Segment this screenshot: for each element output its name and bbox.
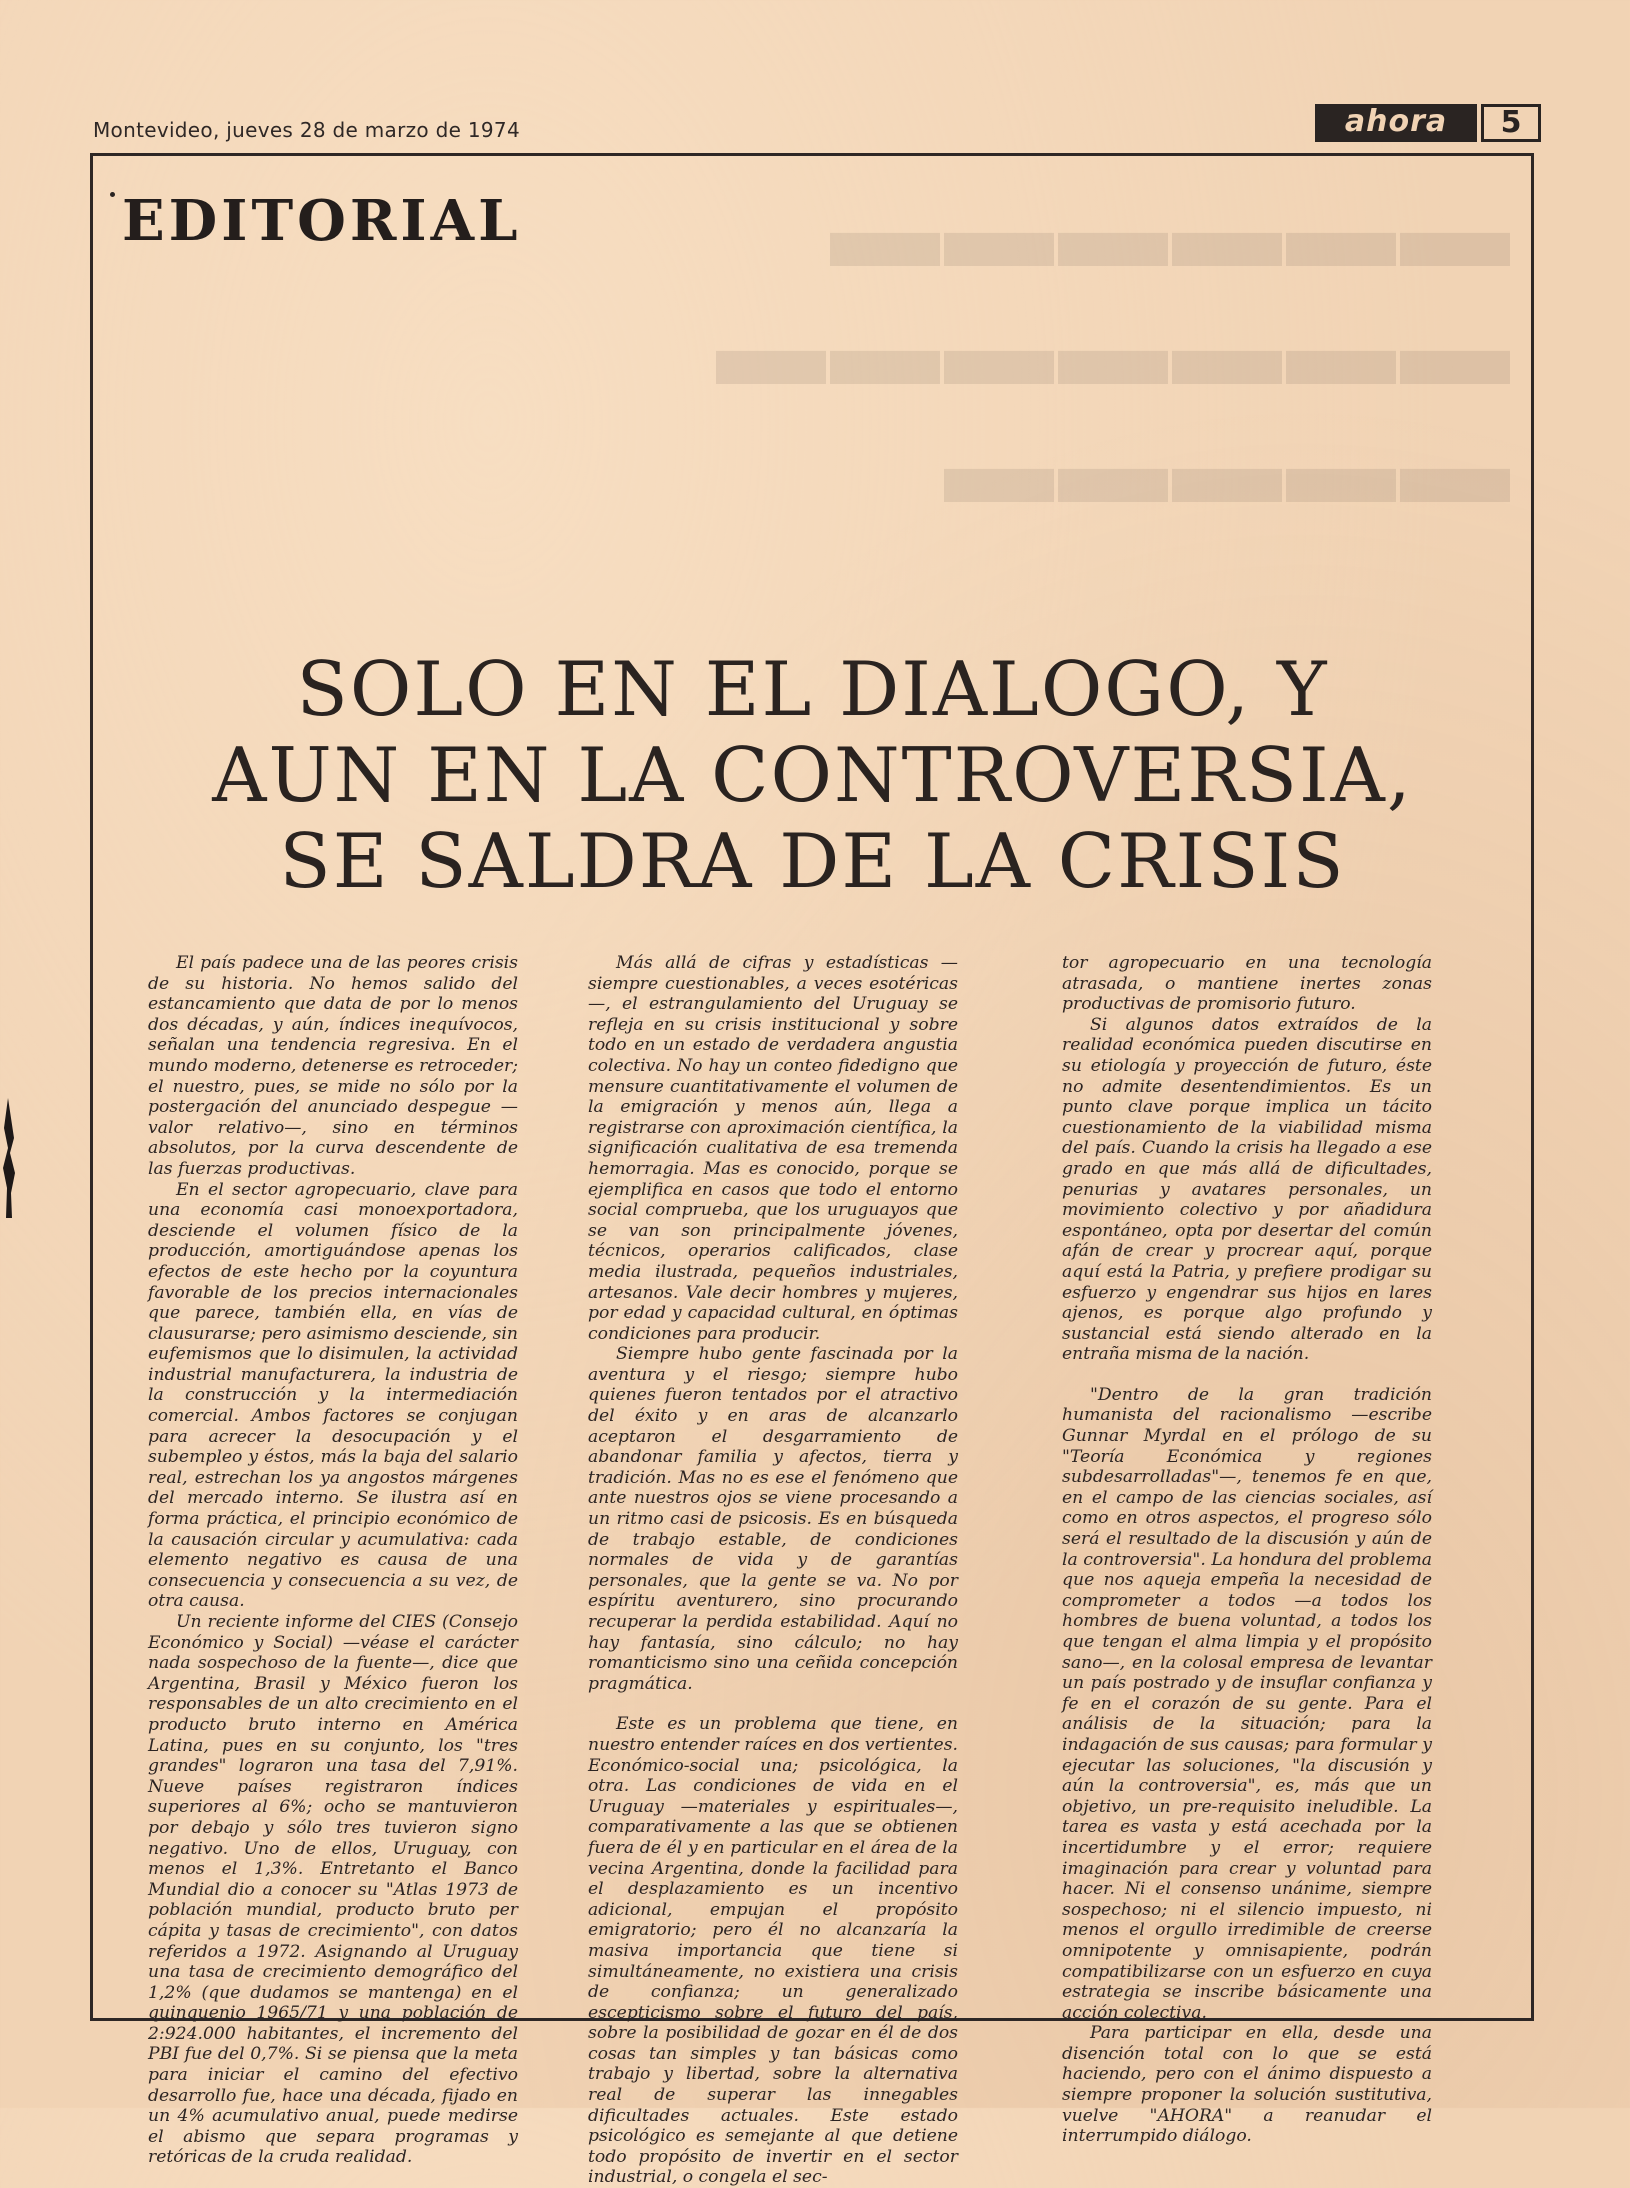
page-number: 5	[1481, 104, 1541, 142]
headline	[100, 646, 1525, 904]
paragraph: En el sector agropecuario, clave para una economía casi monoexportadora, desciende el volumen físico de la producción, amortiguándose apenas los efectos de este hecho por la coyuntura favorable de los precios internacionales que parece, también ella, en vías de clausurarse; pero asimismo desciende, sin eufemismos que lo disimulen, la actividad industrial manufacturera, la industria de la construcción y la intermediación comercial. Ambos factores se conjugan para acrecer la desocupación y el subempleo y éstos, más la baja del salario real, estrechan los ya angostos márgenes del mercado interno. Se ilustra así en forma práctica, el principio económico de la causación circular y acumulativa: cada elemento negativo es causa de una consecuencia y consecuencia a su vez, de otra causa.	[148, 1179, 518, 1612]
paragraph: El país padece una de las peores crisis de su historia. No hemos salido del estancamiento que data de por lo menos dos décadas, y aún, índices inequívocos, señalan una tendencia regresiva. En el mundo moderno, detenerse es retroceder; el nuestro, pues, se mide no sólo por la postergación del anunciado despegue —valor relativo—, sino en términos absolutos, por la curva descendente de las fuerzas productivas.	[148, 953, 518, 1179]
paragraph: Siempre hubo gente fascinada por la aventura y el riesgo; siempre hubo quienes fueron tentados por el atractivo del éxito y en aras de alcanzarlo aceptaron el desgarramiento de abandonar familia y afectos, tierra y tradición. Mas no es ese el fenómeno que ante nuestros ojos se viene procesando a un ritmo casi de psicosis. Es en búsqueda de trabajo estable, de condiciones normales de vida y de garantías personales, que la gente se va. No por espíritu aventurero, sino procurando recuperar la perdida estabilidad. Aquí no hay fantasía, sino cálculo; no hay romanticismo sino una ceñida concepción pragmática.	[588, 1344, 958, 1694]
paragraph: Para participar en ella, desde una disención total con lo que se está haciendo, pero con el ánimo dispuesto a siempre proponer la solución sustitutiva, vuelve "AHORA" a reanudar el interrumpido diálogo.	[1062, 2023, 1432, 2147]
ink-stain	[2, 1098, 16, 1218]
article-column-3	[1062, 953, 1432, 2147]
masthead-logo: ahora	[1315, 104, 1477, 142]
ink-dot	[110, 192, 115, 197]
paragraph: tor agropecuario en una tecnología atrasada, o mantiene inertes zonas productivas de promisorio futuro.	[1062, 953, 1432, 1015]
paragraph: Si algunos datos extraídos de la realidad económica pueden discutirse en su etiología y proyección de futuro, éste no admite desentendimientos. Es un punto clave porque implica un tácito cuestionamiento de la viabilidad misma del país. Cuando la crisis ha llegado a ese grado en que más allá de dificultades, penurias y avatares personales, un movimiento colectivo y por añadidura espontáneo, opta por desertar del común afán de crear y procrear aquí, porque aquí está la Patria, y prefiere prodigar su esfuerzo y engendrar sus hijos en lares ajenos, es porque algo profundo y sustancial está siendo alterado en la entraña misma de la nación.	[1062, 1014, 1432, 1365]
dateline: Montevideo, jueves 28 de marzo de 1974	[93, 118, 520, 142]
paragraph: Este es un problema que tiene, en nuestro entender raíces en dos vertientes. Económico-social una; psicológica, la otra. Las condiciones de vida en el Uruguay —materiales y espirituales—, comparativamente a las que se obtienen fuera de él y en particular en el área de la vecina Argentina, donde la facilidad para el desplazamiento es un incentivo adicional, empujan el propósito emigratorio; pero él no alcanzaría la masiva importancia que tiene si simultáneamente, no existiera una crisis de confianza; un generalizado escepticismo sobre el futuro del país, sobre la posibilidad de gozar en él de dos cosas tan simples y tan básicas como trabajo y libertad, sobre la alternativa real de superar las innegables dificultades actuales. Este estado psicológico es semejante al que detiene todo propósito de invertir en el sector industrial, o congela el sec-	[588, 1714, 958, 2188]
paragraph: Un reciente informe del CIES (Consejo Económico y Social) —véase el carácter nada sospechoso de la fuente—, dice que Argentina, Brasil y México fueron los responsables de un alto crecimiento en el producto bruto interno en América Latina, pues en su conjunto, los "tres grandes" lograron una tasa del 7,91%. Nueve países registraron índices superiores al 6%; ocho se mantuvieron por debajo y sólo tres tuvieron signo negativo. Uno de ellos, Uruguay, con menos el 1,3%. Entretanto el Banco Mundial dio a conocer su "Atlas 1973 de población mundial, producto bruto per cápita y tasas de crecimiento", con datos referidos a 1972. Asignando al Uruguay una tasa de crecimiento demográfico del 1,2% (que dudamos se mantenga) en el quinquenio 1965/71 y una población de 2:924.000 habitantes, el incremento del PBI fue del 0,7%. Si se piensa que la meta para iniciar el camino del efectivo desarrollo fue, hace una década, fijado en un 4% acumulativo anual, puede medirse el abismo que separa programas y retóricas de la cruda realidad.	[148, 1612, 518, 2168]
paragraph: Más allá de cifras y estadísticas —siempre cuestionables, a veces esotéricas—, el estrangulamiento del Uruguay se refleja en su crisis institucional y sobre todo en un estado de verdadera angustia colectiva. No hay un conteo fidedigno que mensure cuantitativamente el volumen de la emigración y menos aún, llega a registrarse con aproximación científica, la significación cualitativa de esa tremenda hemorragia. Mas es conocido, porque se ejemplifica en casos que todo el entorno social comprueba, que los uruguayos que se van son principalmente jóvenes, técnicos, operarios calificados, clase media ilustrada, pequeños industriales, artesanos. Vale decir hombres y mujeres, por edad y capacidad cultural, en óptimas condiciones para producir.	[588, 953, 958, 1344]
headline-line: SOLO EN EL DIALOGO, Y	[296, 645, 1329, 733]
headline-line: SE SALDRA DE LA CRISIS	[279, 817, 1346, 905]
article-column-1	[148, 953, 518, 2168]
show-through-texture: ▬▬▬▬▬▬ ▬▬▬▬▬▬▬ ▬▬▬▬▬	[712, 167, 1510, 526]
article-column-2	[588, 953, 958, 2188]
section-label: EDITORIAL	[122, 188, 522, 254]
headline-line: AUN EN LA CONTROVERSIA,	[212, 731, 1413, 819]
masthead	[1315, 104, 1541, 142]
paragraph: "Dentro de la gran tradición humanista del racionalismo —escribe Gunnar Myrdal en el prólogo de su "Teoría Económica y regiones subdesarrolladas"—, tenemos fe en que, en el campo de las ciencias sociales, así como en otros aspectos, el progreso sólo será el resultado de la discusión y aún de la controversia". La hondura del problema que nos aqueja empeña la necesidad de comprometer a todos —a todos los hombres de buena voluntad, a todos los que tengan el alma limpia y el propósito sano—, en la colosal empresa de levantar un país postrado y de insuflar confianza y fe en el corazón de su gente. Para el análisis de la situación; para la indagación de sus causas; para formular y ejecutar las soluciones, "la discusión y aún la controversia", es, más que un objetivo, un pre-requisito ineludible. La tarea es vasta y está acechada por la incertidumbre y el error; requiere imaginación para crear y voluntad para hacer. Ni el consenso unánime, siempre sospechoso; ni el silencio impuesto, ni menos el orgullo irredimible de creerse omnipotente y omnisapiente, podrán compatibilizarse con un esfuerzo en cuya estrategia se inscribe básicamente una acción colectiva.	[1062, 1384, 1432, 2023]
